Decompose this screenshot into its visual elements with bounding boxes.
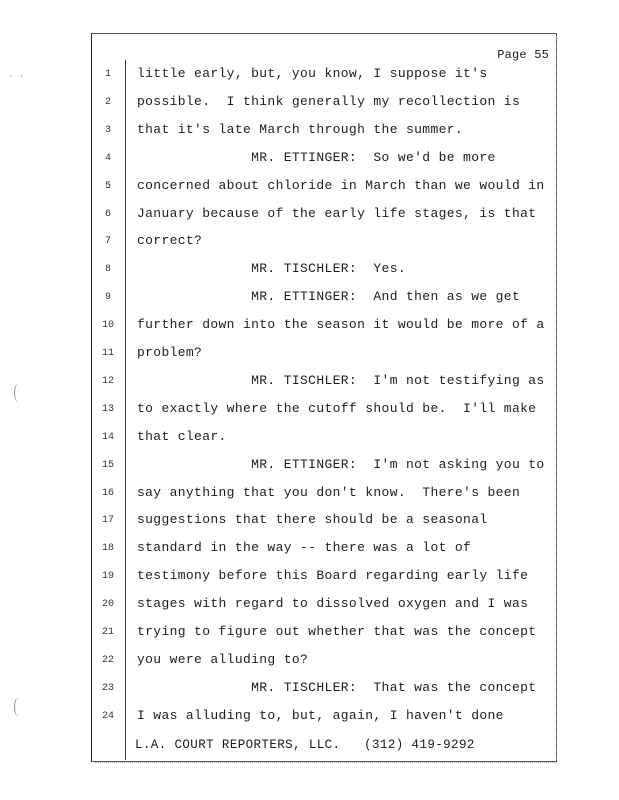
transcript-line: [0, 457, 619, 477]
line-text: say anything that you don't know. There's been: [137, 484, 521, 500]
line-text: MR. TISCHLER: I'm not testifying as: [137, 372, 545, 388]
line-text: concerned about chloride in March than we would in: [137, 177, 545, 193]
line-text: MR. TISCHLER: That was the concept: [137, 679, 537, 695]
line-text: possible. I think generally my recollection is: [137, 93, 521, 109]
line-text: suggestions that there should be a seasonal: [137, 512, 488, 528]
line-number: 15: [101, 459, 114, 471]
transcript-line: [0, 206, 619, 226]
line-number: 9: [104, 292, 111, 304]
line-text: MR. ETTINGER: So we'd be more: [137, 149, 496, 165]
line-number: 18: [101, 543, 114, 555]
transcript-line: [0, 512, 619, 532]
line-number: 22: [101, 654, 114, 666]
line-number: 14: [101, 431, 114, 443]
line-text: little early, but, you know, I suppose it's: [137, 66, 488, 81]
line-text: that it's late March through the summer.: [137, 121, 464, 137]
line-number: 21: [101, 627, 114, 638]
line-text: MR. TISCHLER: Yes.: [137, 261, 406, 277]
transcript-line: [0, 708, 619, 728]
line-number: 17: [101, 515, 114, 527]
line-text: MR. ETTINGER: And then as we get: [137, 289, 521, 305]
line-number: 13: [101, 403, 114, 415]
line-number: 16: [101, 487, 114, 499]
transcript-line: [0, 540, 619, 560]
scan-speck: · ·: [8, 72, 25, 82]
line-text: trying to figure out whether that was the concept: [137, 624, 537, 639]
line-text: stages with regard to dissolved oxygen and I was: [137, 596, 529, 612]
line-number: 12: [101, 375, 114, 387]
line-number: 10: [101, 320, 114, 332]
transcript-line: [0, 233, 619, 253]
transcript-line: [0, 373, 619, 393]
line-number: 11: [101, 348, 114, 359]
transcript-line: [0, 122, 619, 142]
line-number: 2: [104, 96, 111, 108]
transcript-line: [0, 680, 619, 700]
transcript-line: [0, 429, 619, 449]
transcript-line: [0, 624, 619, 644]
line-number: 5: [104, 180, 111, 192]
line-text: January because of the early life stages, is that: [137, 205, 537, 221]
transcript-line: [0, 94, 619, 114]
transcript-line: [0, 150, 619, 170]
line-number: 23: [101, 682, 114, 694]
transcript-line: [0, 401, 619, 421]
line-text: you were alluding to?: [137, 651, 309, 667]
court-reporter-footer: L.A. COURT REPORTERS, LLC. (312) 419-9292: [135, 738, 475, 752]
transcript-line: [0, 261, 619, 281]
line-text: standard in the way -- there was a lot of: [137, 540, 472, 556]
line-text: testimony before this Board regarding early life: [137, 568, 529, 584]
page-bottom-speckle: [95, 760, 555, 763]
transcript-line: [0, 317, 619, 337]
line-number: 24: [101, 710, 114, 722]
line-text: correct?: [137, 233, 203, 249]
line-number: 19: [101, 571, 114, 583]
transcript-line: [0, 652, 619, 672]
line-number: 3: [104, 124, 111, 136]
line-number: 20: [101, 599, 114, 611]
transcript-line: [0, 345, 619, 365]
line-number: 4: [104, 152, 111, 164]
line-text: I was alluding to, but, again, I haven't done: [137, 707, 504, 723]
line-number: 7: [104, 236, 111, 248]
transcript-line: [0, 568, 619, 588]
transcript-line: [0, 178, 619, 198]
line-text: MR. ETTINGER: I'm not asking you to: [137, 456, 545, 472]
line-number: 8: [104, 264, 111, 276]
line-number: 6: [104, 208, 111, 220]
transcript-line: [0, 289, 619, 309]
transcript-line: [0, 596, 619, 616]
line-text: to exactly where the cutoff should be. I'll make: [137, 400, 537, 416]
transcript-line: [0, 485, 619, 505]
transcript-line: [0, 66, 619, 86]
line-number: 1: [104, 69, 111, 80]
line-text: further down into the season it would be more of a: [137, 317, 545, 333]
line-text: problem?: [137, 345, 203, 360]
line-text: that clear.: [137, 428, 227, 444]
page-number: Page 55: [497, 48, 549, 62]
